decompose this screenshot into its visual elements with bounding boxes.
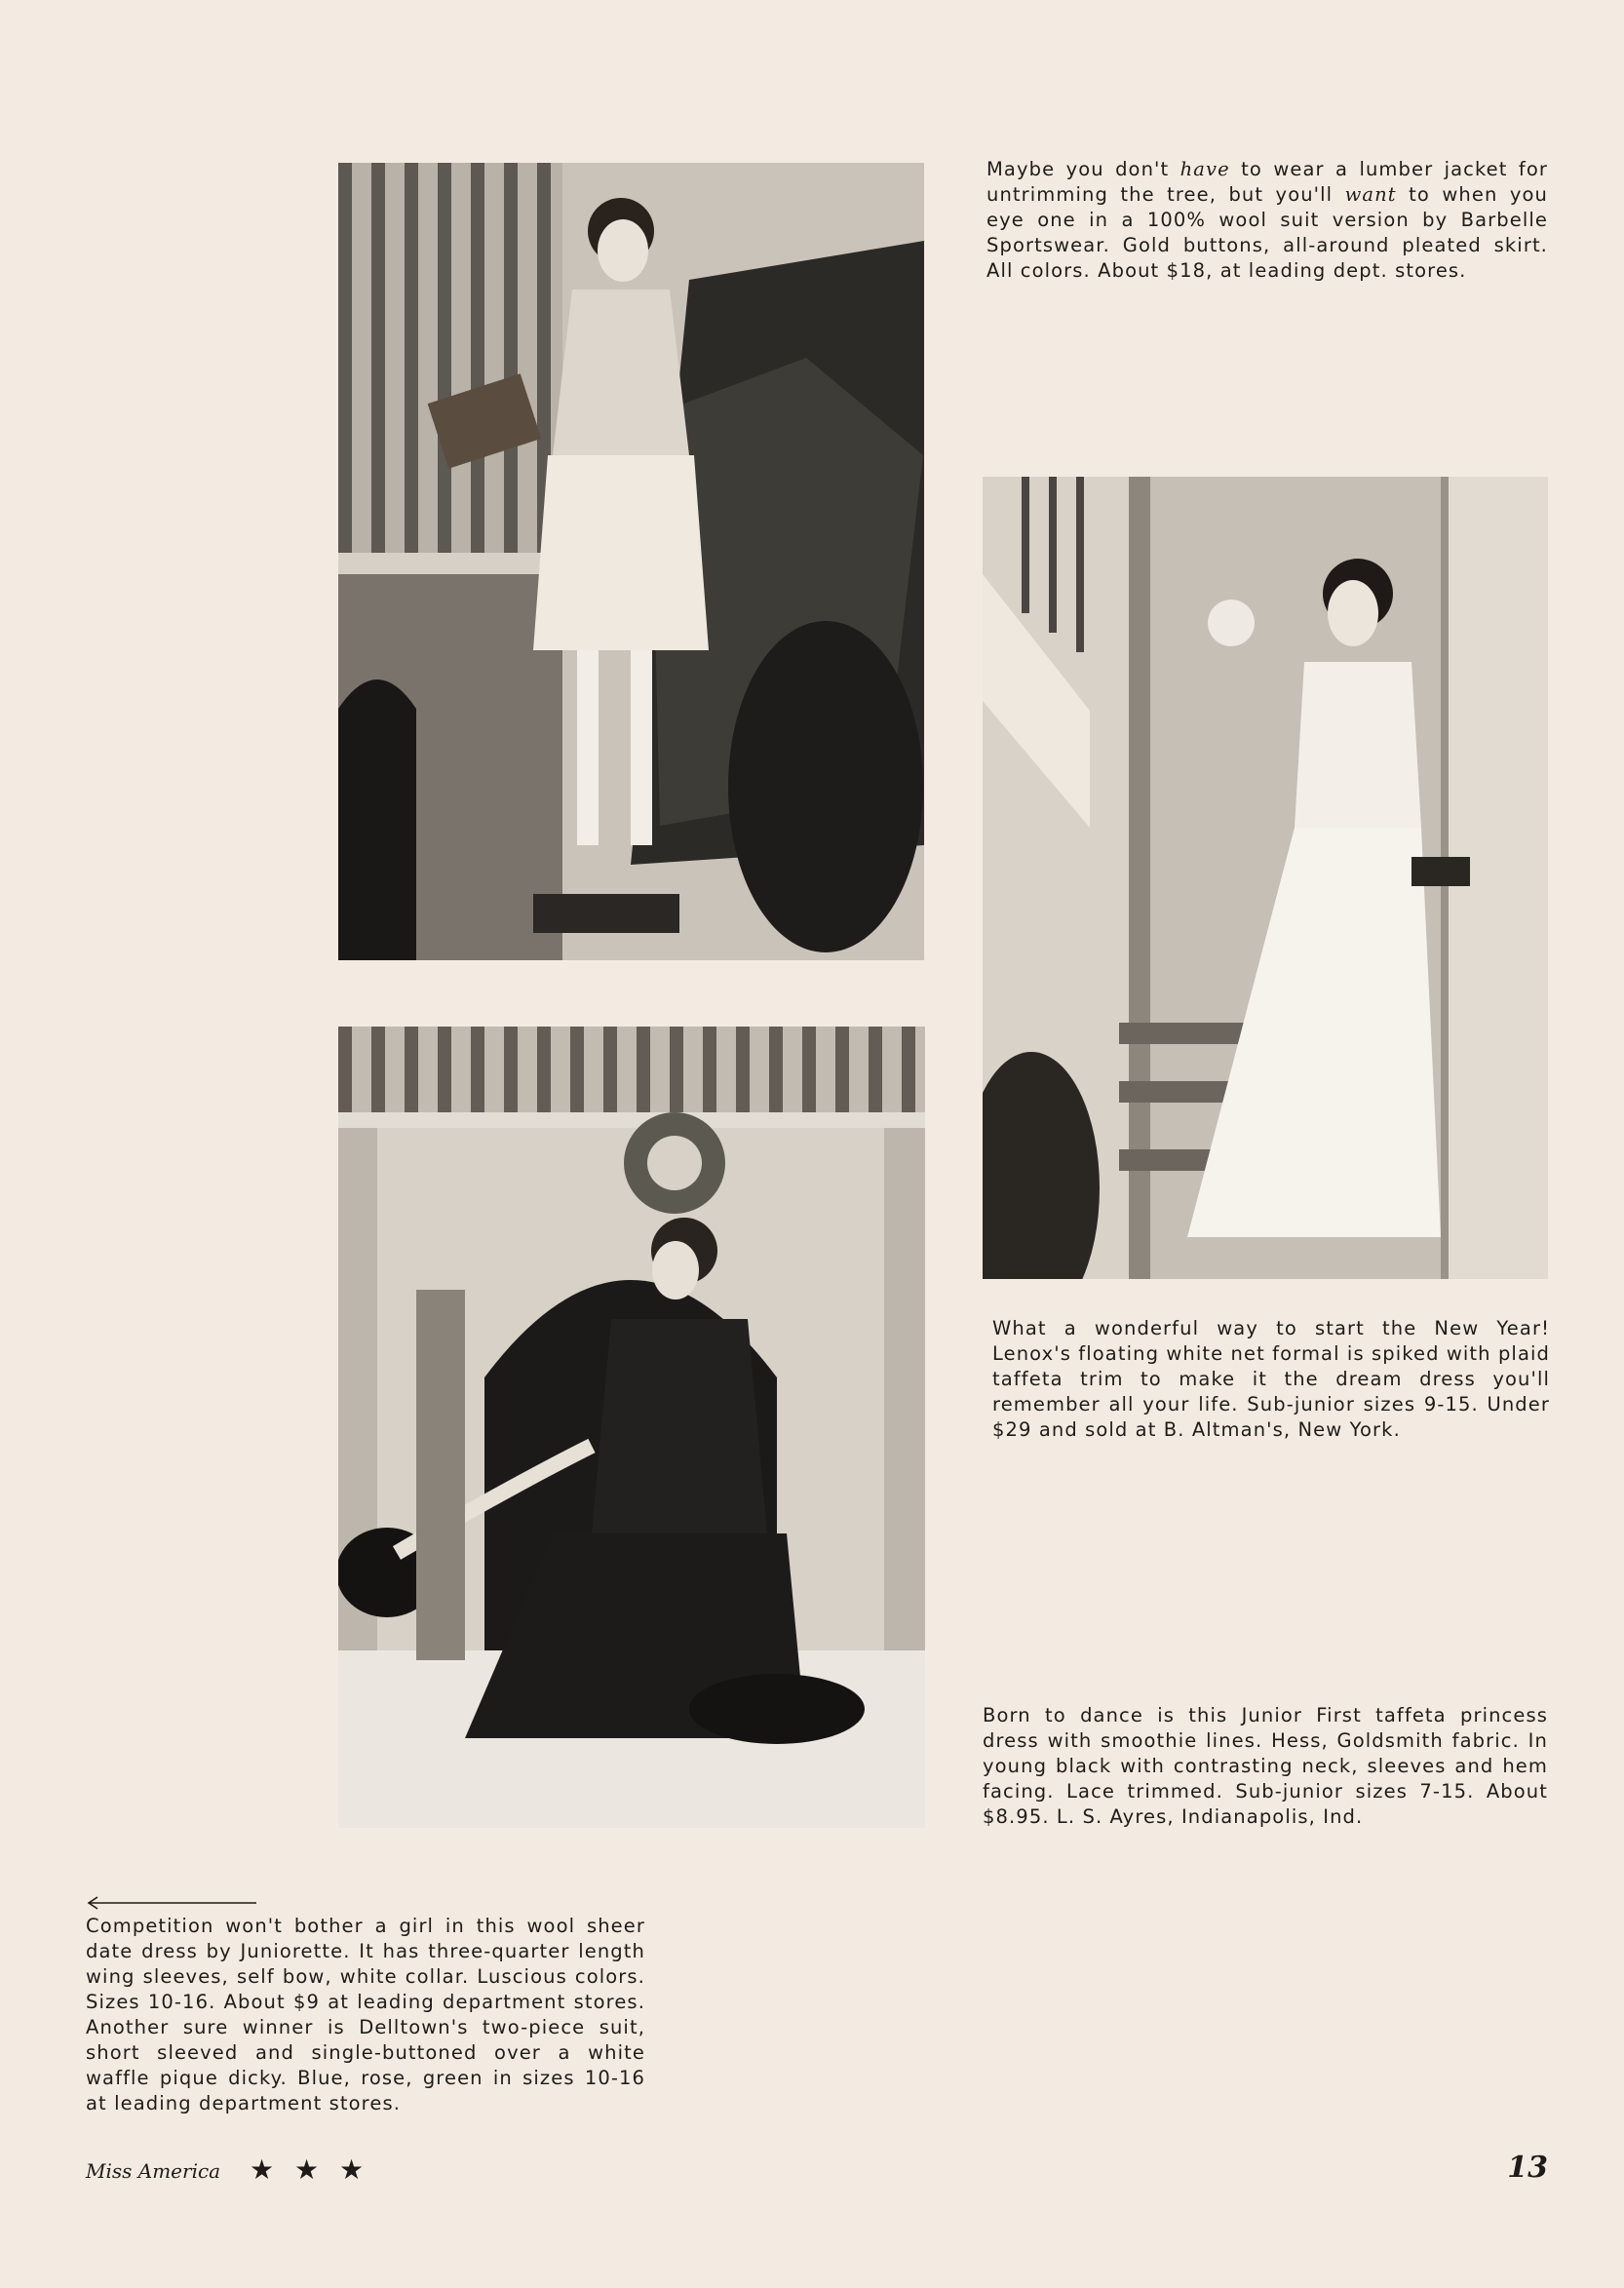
magazine-name: Miss America [86,2159,221,2183]
caption-lumber-jacket-part1: Maybe you don't [986,158,1180,180]
page-number: 13 [1507,2151,1548,2185]
footer-stars: ★ ★ ★ [250,2153,370,2186]
caption-lumber-jacket-em2: want [1344,183,1397,206]
caption-lumber-jacket [986,157,1548,284]
photo-taffeta-dress [338,1027,925,1828]
arrow-left-icon [86,1896,256,1910]
caption-formal: What a wonderful way to start the New Year! Lenox's floating white net formal is spiked with plaid taffeta trim to make it the dream dress you'll remember all your life. Sub-junior sizes 9-15. Under $29 and sold at B. Altman's, New York. [992,1317,1550,1441]
caption-wool-sheer: Competition won't bother a girl in this wool sheer date dress by Juniorette. It has three-quarter length wing sleeves, self bow, white collar. Luscious colors. Sizes 10-16. About $9 at leading department stores. Another sure winner is Delltown's two-piece suit, short sleeved and single-buttoned over a white waffle pique dicky. Blue, rose, green in sizes 10-16 at leading department stores. [86,1915,645,2114]
caption-taffeta: Born to dance is this Junior First taffeta princess dress with smoothie lines. Hess, Goldsmith fabric. In young black with contrasting neck, sleeves and hem facing. Lace trimmed. Sub-junior sizes 7-15. About $8.95. L. S. Ayres, Indianapolis, Ind. [983,1704,1548,1828]
photo-lumber-jacket [338,163,924,960]
caption-lumber-jacket-part2: to wear a lumber jacket for untrimming the tree, but you'll [986,158,1549,206]
caption-lumber-jacket-em1: have [1179,158,1230,180]
photo-white-formal [983,477,1548,1279]
caption-lumber-jacket-part3: to when you eye one in a 100% wool suit version by Barbelle Sportswear. Gold buttons, all-around pleated skirt. All colors. About $18, at leading dept. stores. [986,183,1548,282]
